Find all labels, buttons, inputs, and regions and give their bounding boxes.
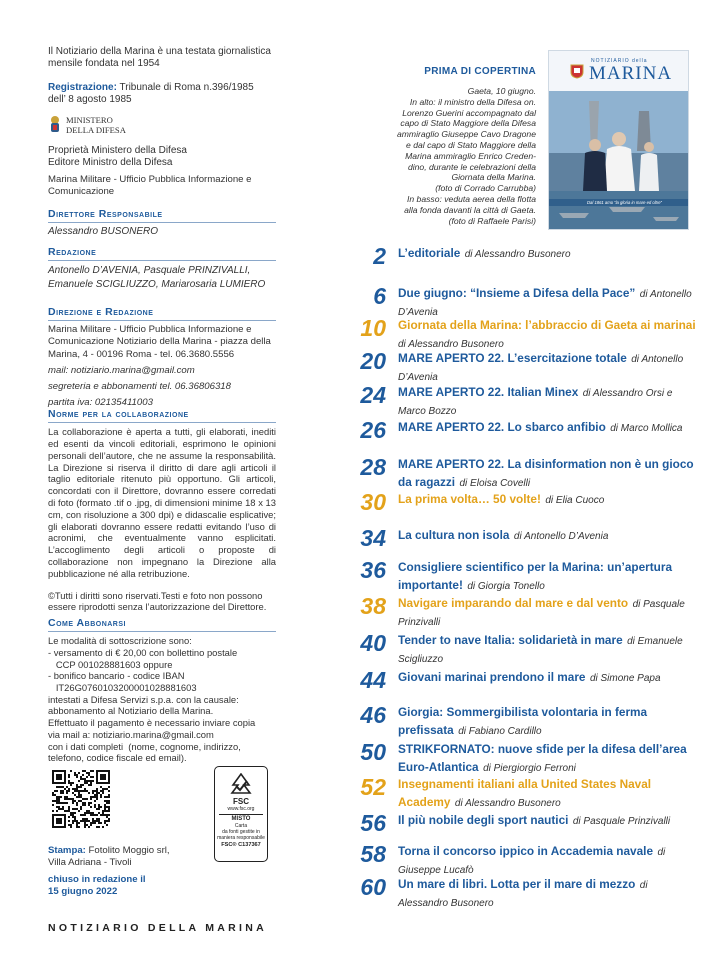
toc-page-number: 44 [360,667,386,693]
toc-author: di Giuseppe Lucafò [398,847,666,876]
abbonarsi-lines [48,635,276,764]
abbonarsi-block [48,617,276,764]
toc-title: Torna il concorso ippico in Accademia navale [398,844,654,858]
fsc-carta2: da fonti gestite in [222,829,260,835]
direzione-block [48,306,276,409]
toc-entry[interactable] [340,383,680,415]
norme-text: La collaborazione è aperta a tutti, gli elaborati, inediti ed esenti da vincoli editoriali, esprimono le opinioni personali dell’autore, che ne assume la responsabilità. La Direzione si riserva il diritto di dare agli articoli il taglio editoriale ritenuto più opportuno. Gli articoli, concordati con il Direttore, dovranno essere corredati di foto (formato .tif o .jpg, di dimensioni minime 18 x 13 cm, con risoluzione a 300 dpi) e didascalie esplicative; gli elaborati dovranno essere redatti evitando l’uso di acronimi, che eventualmente vanno esplicitati. L’accoglimento degli articoli o proposte di collaborazione non impegnano la Direzione alla pubblicazione né alla retribuzione. [48,426,276,579]
registrazione-block [48,82,276,107]
fsc-carta3: maniera responsabile [217,835,265,841]
toc-author: di Antonello D’Avenia [398,354,684,383]
toc-entry[interactable] [340,739,687,774]
toc-title: STRIKFORNATO: nuove sfide per la difesa dell’area Euro-Atlantica [398,742,687,774]
stampa-text1: Fotolito Moggio srl, [88,845,170,856]
toc-entry[interactable] [340,315,696,350]
caption-line: e dal capo di Stato Maggiore della [406,139,536,150]
caption-line: alla fonda davanti la città di Gaeta. [404,204,536,215]
toc-entry[interactable] [340,668,680,700]
abbonarsi-line: - bonifico bancario - codice IBAN [48,670,185,682]
abbonarsi-line: intestati a Difesa Servizi s.p.a. con la causale: [48,693,239,705]
masthead-intro [48,46,276,71]
divider [48,320,276,321]
toc-page-number: 34 [360,525,386,551]
caption-line: dino, durante le celebrazioni della [407,161,536,172]
toc-title: MARE APERTO 22. L’esercitazione totale [398,351,627,365]
caption-line: capo di Stato Maggiore della Difesa [400,118,536,129]
caption-line: Marina ammiraglio Enrico Creden- [405,150,536,161]
registrazione-date: dell’ 8 agosto 1985 [48,94,132,106]
toc-entry[interactable] [340,490,680,522]
direttore-heading: Direttore Responsabile [48,208,163,220]
caption-line: Lorenzo Guerini accompagnato dal [402,107,536,118]
toc-author: di Alessandro Busonero [398,339,504,350]
ministero-line2: DELLA DIFESA [66,125,126,135]
abbonarsi-heading: Come Abbonarsi [48,617,126,629]
table-of-contents [340,0,696,963]
toc-page-number: 20 [360,348,386,374]
proprieta-line2: Editore Ministro della Difesa [48,157,173,169]
toc-entry[interactable] [340,775,680,807]
toc-entry[interactable] [340,630,683,665]
toc-page-number: 24 [360,382,386,408]
toc-author: di Giorgia Tonello [467,581,545,592]
piva-text: partita iva: 02135411003 [48,397,153,409]
toc-title: Giornata della Marina: l’abbraccio di Gaeta ai marinai [398,318,696,332]
redazione-names2: Emanuele SCIGLIUZZO, Mariarosaria LUMIERO [48,279,266,291]
caption-line: ammiraglio Giuseppe Cavo Dragone [396,129,536,140]
toc-author: di Antonello D’Avenia [513,531,609,542]
tree-check-icon [228,773,254,795]
abbonarsi-line: Le modalità di sottoscrizione sono: [48,635,192,647]
toc-title: MARE APERTO 22. Italian Minex [398,385,579,399]
toc-author: di Pasquale Prinzivalli [572,816,671,827]
divider [48,222,276,223]
toc-entry[interactable] [340,811,680,843]
toc-title: Il più nobile degli sport nautici [398,813,569,827]
abbonarsi-line: telefono, codice fiscale ed email). [48,752,187,764]
caption-line: Giornata della Marina. [451,172,536,183]
toc-title: La prima volta… 50 volte! [398,492,541,506]
registrazione-label: Registrazione: [48,82,117,93]
fsc-misto: MISTO [231,816,251,822]
toc-entry[interactable] [340,348,684,383]
toc-author: di Marco Mollica [610,423,683,434]
toc-page-number: 50 [360,739,386,765]
abbonarsi-line: CCP 001028881603 oppure [48,658,173,670]
toc-title: MARE APERTO 22. Lo sbarco anfibio [398,420,606,434]
abbonarsi-line: con i dati completi (nome, cognome, indirizzo, [48,740,241,752]
fsc-wordmark: FSC [233,797,249,806]
caption-line: In basso: veduta aerea della flotta [407,193,536,204]
toc-page-number: 6 [373,283,386,309]
norme-block [48,408,276,613]
ufficio-text: Marina Militare - Ufficio Pubblica Informazione e Comunicazione [48,173,252,198]
toc-author: di Piergiorgio Ferroni [483,763,576,774]
redazione-block [48,246,276,292]
caption-line: In alto: il ministro della Difesa on. [409,96,536,107]
divider [48,631,276,632]
toc-title: Insegnamenti italiani alla United States Naval Academy [398,777,652,809]
proprieta-line1: Proprietà Ministero della Difesa [48,145,187,156]
toc-page-number: 26 [360,417,386,443]
toc-entry[interactable] [340,454,694,489]
fsc-logo [214,766,268,862]
toc-entry[interactable] [340,558,680,590]
toc-page-number: 58 [360,841,386,867]
stampa-label: Stampa: [48,845,86,856]
toc-author: di Fabiano Cardillo [458,726,542,737]
toc-page-number: 38 [360,593,386,619]
ministero-logo [48,114,168,136]
divider [48,422,276,423]
stampa-block [48,845,208,869]
abbonarsi-line: via mail a: notiziario.marina@gmail.com [48,728,214,740]
abbonarsi-line: - versamento di € 20,00 con bollettino postale [48,646,238,658]
qr-code[interactable] [50,768,112,830]
caption-line: (foto di Corrado Carrubba) [435,183,536,194]
toc-author: di Alessandro Busonero [398,880,648,909]
toc-title: L’editoriale [398,246,461,260]
caption-line: Gaeta, 10 giugno. [467,86,536,96]
fsc-carta1: Carta [234,823,248,829]
toc-entry[interactable] [340,842,680,874]
direttore-name: Alessandro BUSONERO [48,226,159,238]
toc-page-number: 46 [360,702,386,728]
toc-title: Un mare di libri. Lotta per il mare di mezzo [398,877,636,891]
fsc-code: FSC® C137367 [221,842,261,848]
copyright-text: ©Tutti i diritti sono riservati.Testi e foto non possono essere riprodotti senza l’autorizzazione del Direttore. [48,589,267,613]
divider [48,260,276,261]
mag-notiziario: NOTIZIARIO della [591,58,648,64]
stampa-text2: Villa Adriana - Tivoli [48,857,132,869]
toc-title: Tender to nave Italia: solidarietà in mare [398,633,623,647]
toc-entry[interactable] [340,875,680,907]
toc-page-number: 28 [360,454,386,480]
fsc-url: www.fsc.org [227,806,255,812]
abbonarsi-line: abbonamento al Notiziario della Marina. [48,705,214,717]
toc-title: Giorgia: Sommergibilista volontaria in ferma prefissata [398,705,648,737]
toc-entry[interactable] [340,283,692,318]
toc-author: di Antonello D’Avenia [398,289,692,318]
chiuso-line1: chiuso in redazione il [48,874,146,885]
toc-entry[interactable] [340,593,685,628]
redazione-names1: Antonello D’AVENIA, Pasquale PRINZIVALLI, [48,265,251,277]
abbonarsi-line: IT26G0760103200001028881603 [48,682,197,694]
toc-entry[interactable] [340,417,683,450]
direzione-heading: Direzione e Redazione [48,306,154,318]
mag-title: MARINA [589,63,673,84]
qr-code-icon [50,768,112,830]
ministero-line1: MINISTERO [66,115,113,125]
segreteria-text: segreteria e abbonamenti tel. 06.36806318 [48,381,231,393]
cover-heading: PRIMA DI COPERTINA [424,66,536,77]
toc-page-number: 30 [360,489,386,515]
direttore-block [48,208,276,238]
toc-title: Giovani marinai prendono il mare [398,670,586,684]
toc-title: MARE APERTO 22. La disinformation non è un gioco da ragazzi [398,457,694,489]
toc-author: di Simone Papa [589,673,661,684]
caption-line: (foto di Raffaele Parisi) [448,215,536,226]
toc-entry[interactable] [340,526,680,558]
chiuso-line2: 15 giugno 2022 [48,886,118,898]
toc-title: Navigare imparando dal mare e dal vento [398,596,629,610]
toc-title: Due giugno: “Insieme a Difesa della Pace” [398,286,636,300]
toc-author: di Alessandro Busonero [464,249,571,260]
intro-text: Il Notiziario della Marina è una testata giornalistica mensile fondata nel 1954 [48,46,271,70]
toc-page-number: 10 [360,315,386,341]
toc-author: di Eloisa Covelli [459,478,531,489]
abbonarsi-line: Effettuato il pagamento è necessario inviare copia [48,717,256,729]
direzione-text: Marina Militare - Ufficio Pubblica Informazione e Comunicazione Notiziario della Marina - piazza della Marina, 4 - 00196 Roma - tel. 06.3680.5556 [48,324,271,360]
toc-author: di Alessandro Busonero [454,798,561,809]
toc-author: di Alessandro Orsi e Marco Bozzo [398,388,673,417]
toc-title: Consigliere scientifico per la Marina: un’apertura importante! [398,560,673,592]
toc-page-number: 2 [373,243,386,269]
toc-author: di Elia Cuoco [545,495,605,506]
page-footer: NOTIZIARIO DELLA MARINA [48,922,267,934]
toc-author: di Emanuele Scigliuzzo [398,636,683,665]
norme-heading: Norme per la collaborazione [48,408,189,420]
toc-title: La cultura non isola [398,528,510,542]
proprieta-block [48,145,276,198]
toc-page-number: 52 [360,774,386,800]
toc-page-number: 40 [360,630,386,656]
chiuso-block [48,874,276,898]
toc-page-number: 36 [360,557,386,583]
toc-page-number: 56 [360,810,386,836]
toc-entry[interactable] [340,703,680,735]
registrazione-text: Tribunale di Roma n.396/1985 [119,82,254,93]
toc-author: di Pasquale Prinzivalli [398,599,685,628]
mail-text: mail: notiziario.marina@gmail.com [48,364,195,376]
toc-entry[interactable] [340,244,680,276]
toc-page-number: 60 [360,874,386,900]
mag-banner: Dal 1861 amo “la gloria in mare ed oltre” [587,200,662,205]
emblem-icon [48,114,62,134]
redazione-heading: Redazione [48,246,97,258]
